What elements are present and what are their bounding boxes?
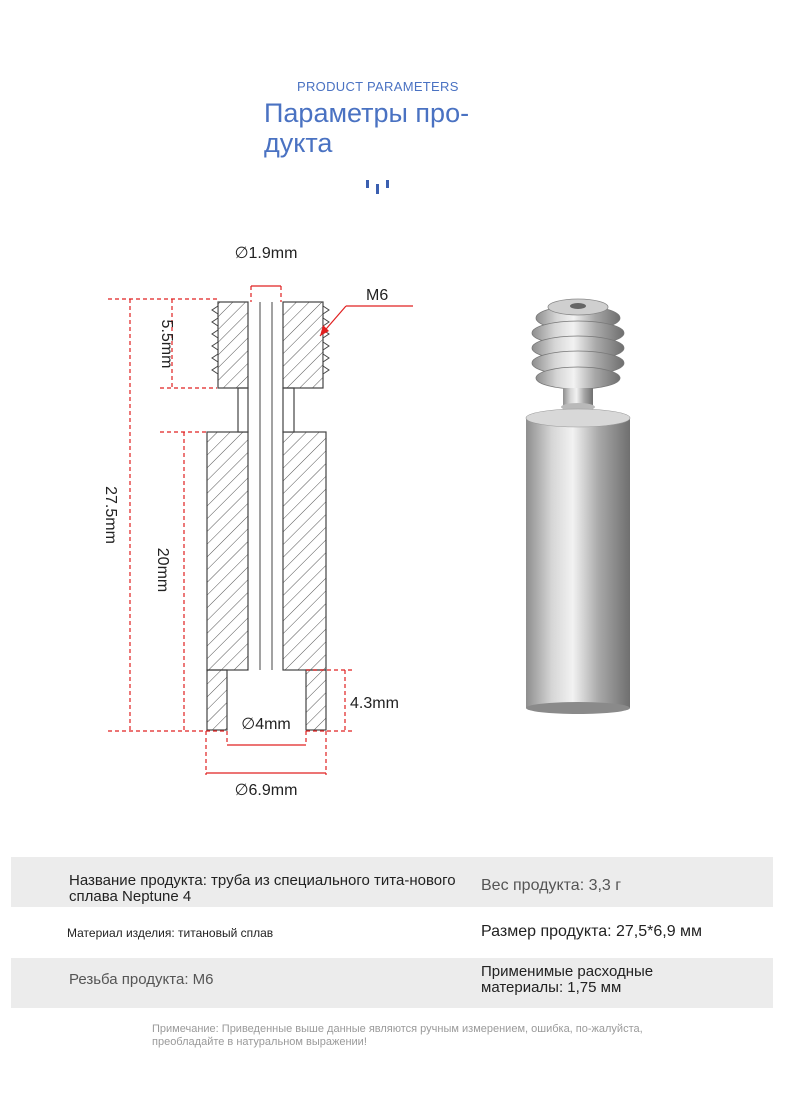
label-thread: M6 <box>366 287 389 304</box>
label-socket-depth: 4.3mm <box>350 695 399 712</box>
tube-section-left <box>207 302 248 730</box>
section-subtitle: PRODUCT PARAMETERS <box>297 79 459 94</box>
technical-drawing <box>95 235 425 805</box>
section-title: Параметры про-дукта <box>264 98 470 158</box>
spec-size: Размер продукта: 27,5*6,9 мм <box>481 923 703 940</box>
label-body-length: 20mm <box>154 547 171 593</box>
tube-body <box>526 409 630 714</box>
header <box>0 0 790 210</box>
tube-section-right <box>283 302 326 730</box>
label-bore-diameter: ∅1.9mm <box>234 245 298 262</box>
heatbreak-tube-photo <box>515 298 635 718</box>
label-total-length: 27.5mm <box>102 486 119 544</box>
tube-threads <box>532 299 624 389</box>
decorative-ticks-icon <box>366 178 390 196</box>
disclaimer-note: Примечание: Приведенные выше данные являются ручным измерением, ошибка, по-жалуйста, преобладайте в натуральном выражении! <box>152 1023 643 1048</box>
label-socket-diameter: ∅4mm <box>241 716 291 733</box>
spec-material: Материал изделия: титановый сплав <box>67 926 274 940</box>
spec-row <box>11 907 773 957</box>
label-thread-length: 5.5mm <box>158 319 175 369</box>
spec-row <box>11 857 773 907</box>
spec-filament: Применимые расходные материалы: 1,75 мм <box>481 963 654 996</box>
spec-product-name: Название продукта: труба из специального тита-нового сплава Neptune 4 <box>69 872 456 905</box>
spec-thread: Резьба продукта: M6 <box>69 971 214 988</box>
label-outer-diameter: ∅6.9mm <box>234 782 298 799</box>
spec-row <box>11 958 773 1008</box>
spec-weight: Вес продукта: 3,3 г <box>481 877 622 894</box>
